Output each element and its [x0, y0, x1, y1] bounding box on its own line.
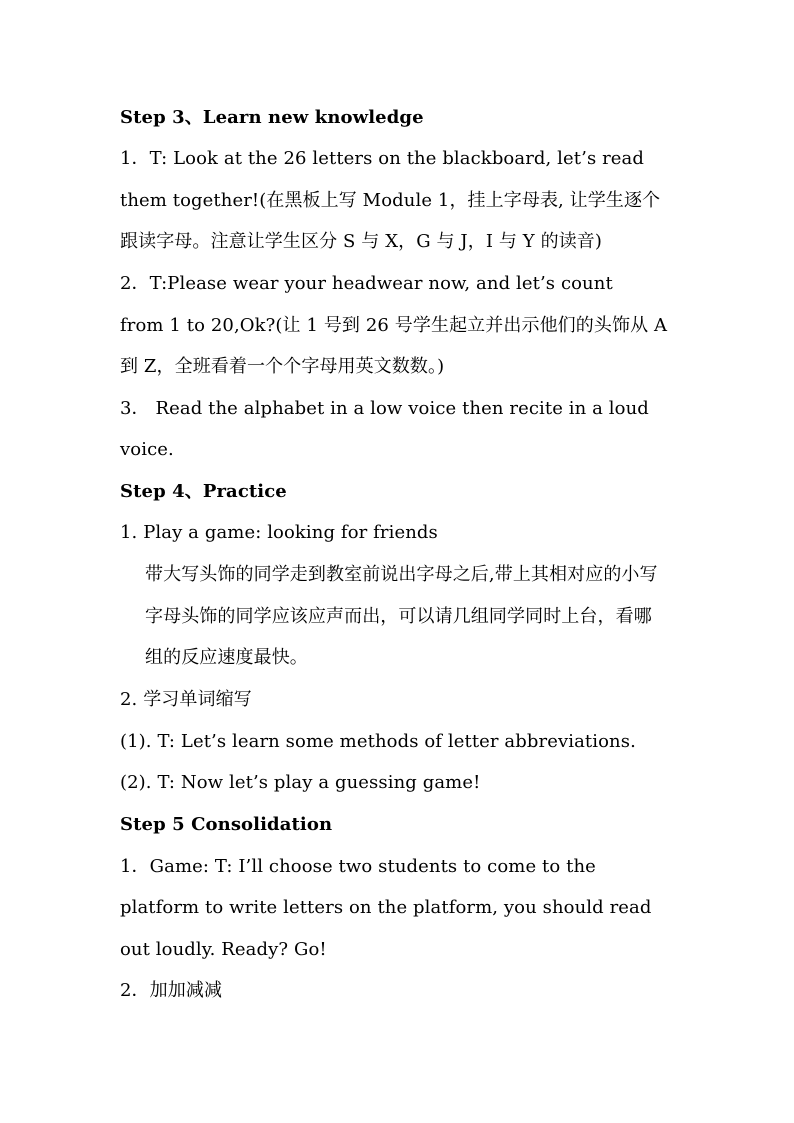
- step4-item2-title: 2. 学习单词缩写: [120, 689, 252, 710]
- step4-heading: Step 4、Practice: [120, 481, 287, 502]
- step3-item3-line1: 3． Read the alphabet in a low voice then recite in a loud: [120, 398, 649, 419]
- step5-item1-line3: out loudly. Ready? Go!: [120, 939, 327, 960]
- step4-item2-sub1: (1). T: Let’s learn some methods of letter abbreviations.: [120, 731, 636, 752]
- step3-item1-line2: them together!(在黑板上写 Module 1，挂上字母表, 让学生逐个: [120, 190, 661, 211]
- step3-heading: Step 3、Learn new knowledge: [120, 107, 424, 128]
- step3-item1-line1: 1．T: Look at the 26 letters on the blackboard, let’s read: [120, 148, 645, 169]
- step5-heading: Step 5 Consolidation: [120, 814, 333, 835]
- step4-item1-line3: 组的反应速度最快。: [145, 647, 308, 668]
- step5-item1-line1: 1．Game: T: I’ll choose two students to come to the: [120, 856, 596, 877]
- step3-item2-line3: 到 Z，全班看着一个个字母用英文数数。): [120, 356, 445, 377]
- step3-item3-line2: voice.: [120, 439, 174, 460]
- step4-item1-line2: 字母头饰的同学应该应声而出，可以请几组同学同时上台，看哪: [145, 606, 652, 627]
- step4-item1-line1: 带大写头饰的同学走到教室前说出字母之后,带上其相对应的小写: [145, 564, 658, 585]
- step3-item2-line2: from 1 to 20,Ok?(让 1 号到 26 号学生起立并出示他们的头饰从 A: [120, 315, 668, 336]
- step5-item2-title: 2．加加减减: [120, 980, 223, 1001]
- step3-item1-line3: 跟读字母。注意让学生区分 S 与 X，G 与 J，I 与 Y 的读音): [120, 231, 603, 252]
- step3-item2-line1: 2．T:Please wear your headwear now, and let’s count: [120, 273, 613, 294]
- step4-item1-title: 1. Play a game: looking for friends: [120, 522, 438, 543]
- step5-item1-line2: platform to write letters on the platform, you should read: [120, 897, 652, 918]
- step4-item2-sub2: (2). T: Now let’s play a guessing game!: [120, 772, 481, 793]
